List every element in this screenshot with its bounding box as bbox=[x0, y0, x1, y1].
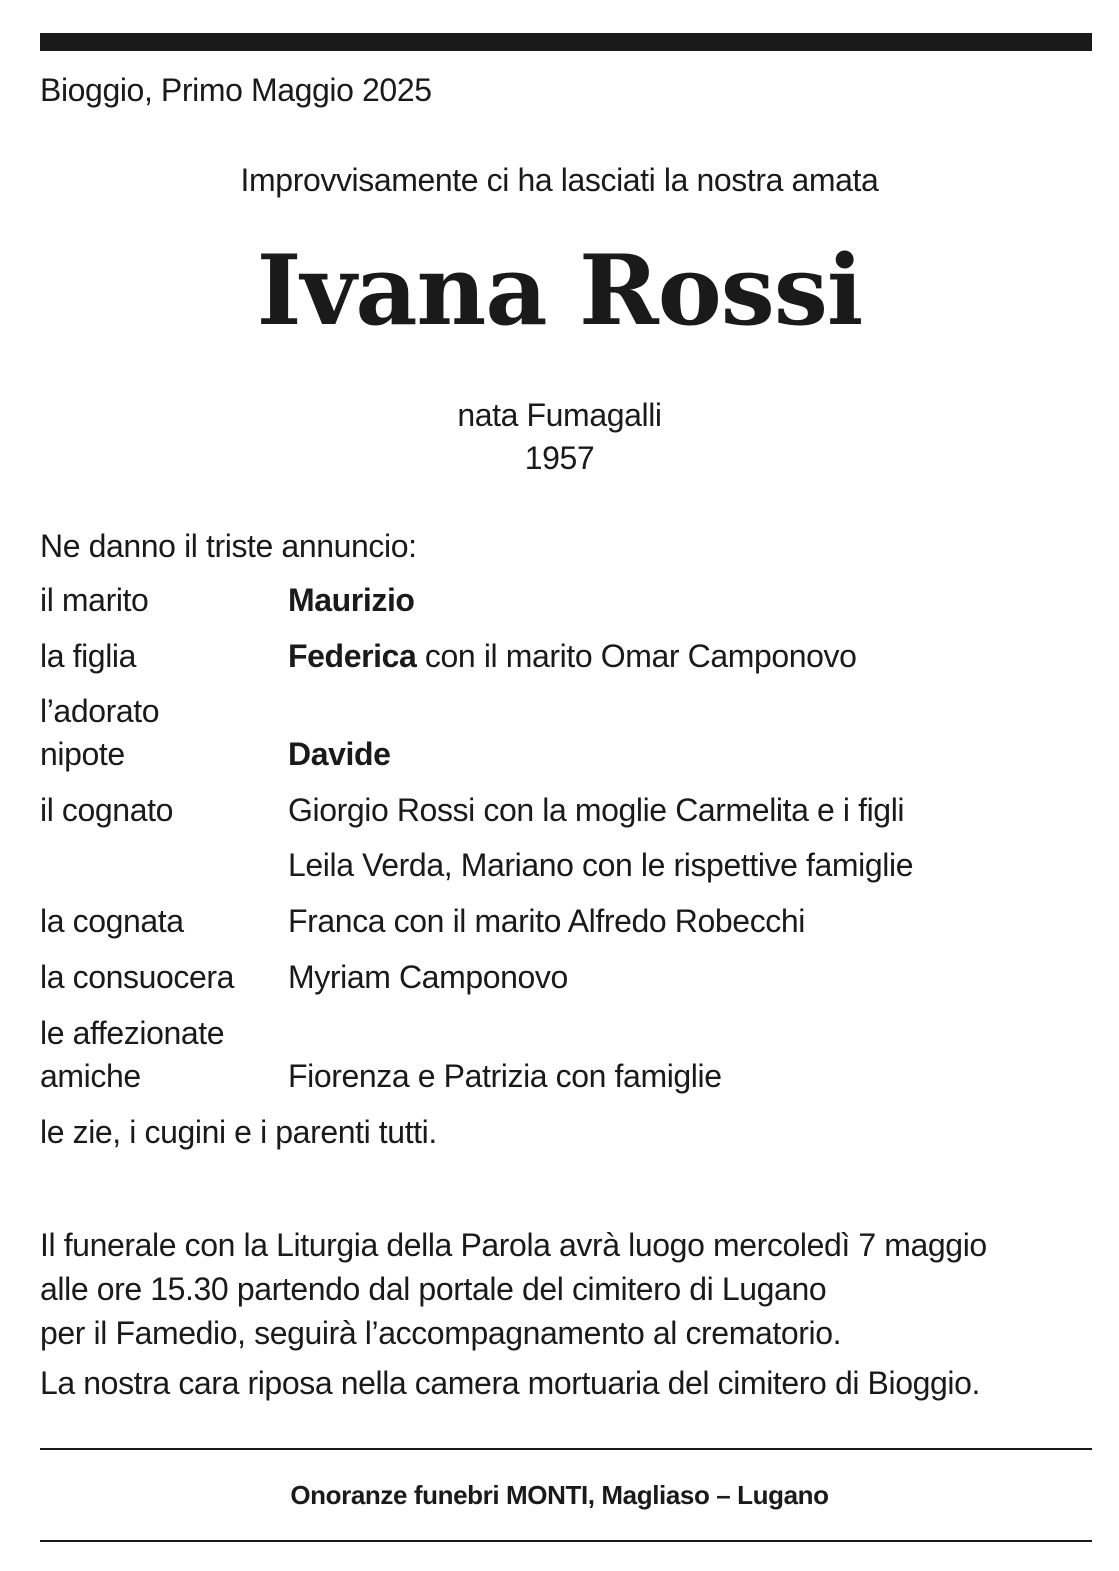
funeral-line: per il Famedio, seguirà l’accompagnamento al crematorio. bbox=[40, 1315, 842, 1351]
mourner-relation: nipote bbox=[40, 736, 125, 772]
closing-line: le zie, i cugini e i parenti tutti. bbox=[40, 1114, 437, 1150]
mourner-names: Davide bbox=[288, 736, 391, 772]
mourner-relation: il cognato bbox=[40, 792, 173, 828]
mourner-names: Franca con il marito Alfredo Robecchi bbox=[288, 903, 805, 939]
mourner-relation: l’adorato bbox=[40, 693, 160, 729]
announcement-heading: Ne danno il triste annuncio: bbox=[40, 528, 417, 564]
mourner-relation: la consuocera bbox=[40, 959, 235, 995]
mourner-names: Leila Verda, Mariano con le rispettive famiglie bbox=[288, 847, 914, 883]
deceased-name: Ivana Rossi bbox=[256, 234, 863, 347]
mourner-names: Federica con il marito Omar Camponovo bbox=[288, 638, 857, 674]
birth-info bbox=[0, 394, 1119, 480]
top-rule bbox=[40, 33, 1092, 51]
intro-text: Improvvisamente ci ha lasciati la nostra amata bbox=[240, 162, 879, 198]
funeral-line: alle ore 15.30 partendo dal portale del cimitero di Lugano bbox=[40, 1271, 827, 1307]
footer-rule-bottom bbox=[40, 1540, 1092, 1542]
mourner-relation: la figlia bbox=[40, 638, 137, 674]
mourner-relation: la cognata bbox=[40, 903, 184, 939]
mourner-names: Myriam Camponovo bbox=[288, 959, 568, 995]
maiden-name: nata Fumagalli bbox=[457, 397, 662, 433]
mourner-relation: le affezionate bbox=[40, 1015, 225, 1051]
mourner-names: Maurizio bbox=[288, 582, 415, 618]
place-date: Bioggio, Primo Maggio 2025 bbox=[40, 72, 432, 108]
footer-rule-top bbox=[40, 1448, 1092, 1450]
resting-place: La nostra cara riposa nella camera mortuaria del cimitero di Bioggio. bbox=[40, 1365, 980, 1401]
mourner-relation: il marito bbox=[40, 582, 149, 618]
mourner-relation: amiche bbox=[40, 1058, 141, 1094]
birth-year: 1957 bbox=[524, 440, 595, 476]
funeral-line: Il funerale con la Liturgia della Parola avrà luogo mercoledì 7 maggio bbox=[40, 1227, 987, 1263]
mourner-names: Giorgio Rossi con la moglie Carmelita e i figli bbox=[288, 792, 905, 828]
mourner-names: Fiorenza e Patrizia con famiglie bbox=[288, 1058, 722, 1094]
funeral-details bbox=[40, 1223, 1100, 1355]
funeral-agency: Onoranze funebri MONTI, Magliaso – Lugano bbox=[290, 1480, 829, 1510]
